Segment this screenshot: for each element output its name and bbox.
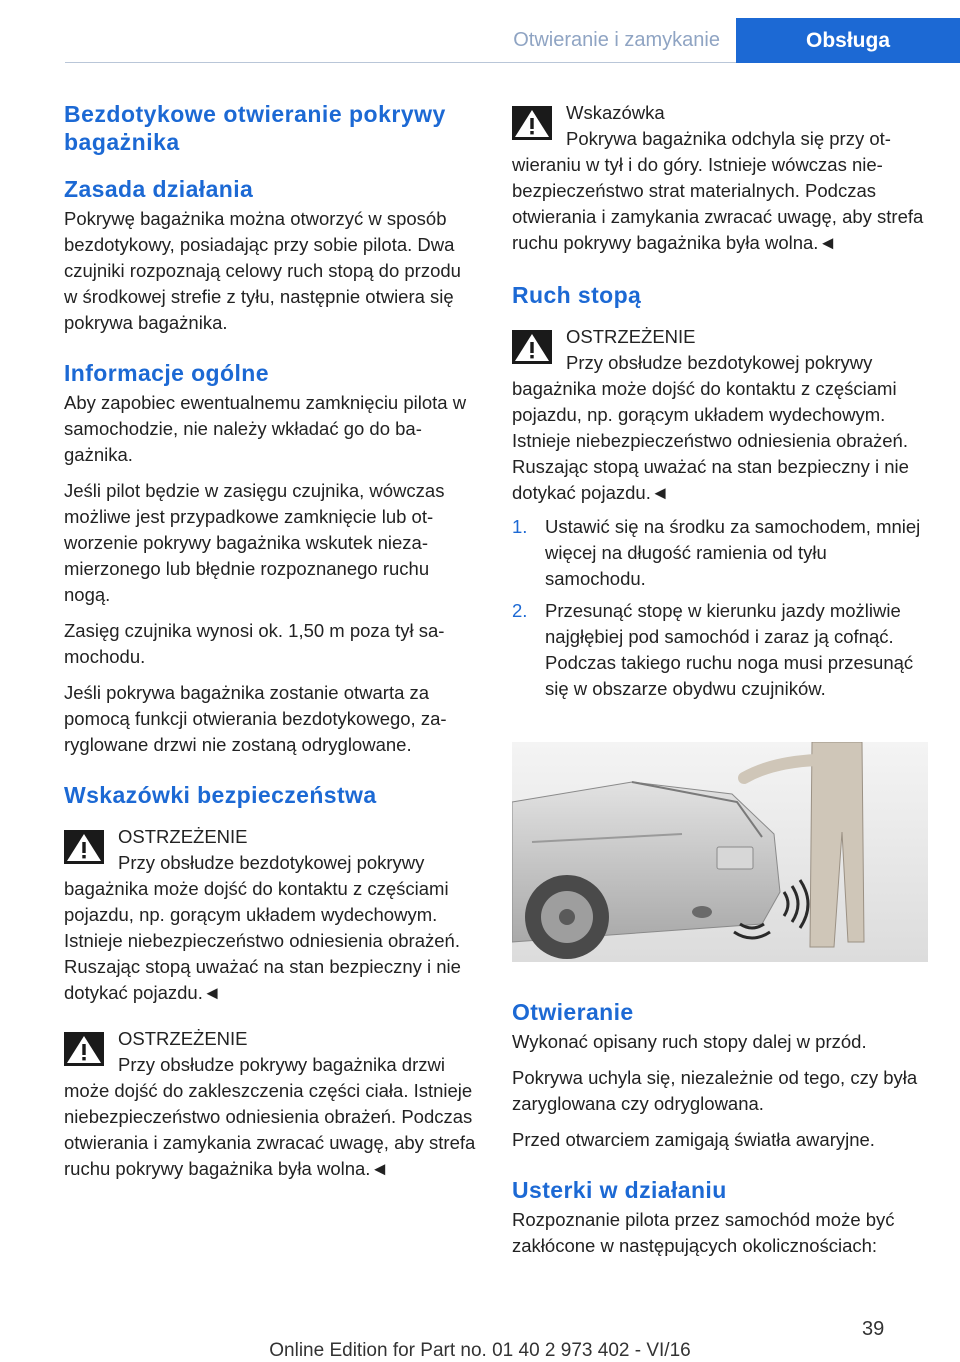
warning-box: [64, 1026, 478, 1182]
warning-triangle-icon: [512, 330, 552, 364]
warning-text: Przy obsłudze bezdotykowej pokrywy bagażnika może dojść do kontaktu z częściami pojazdu, np. gorącym układem wydechowym. Istnieje niebezpieczeństwo odniesienia obrażeń. Ruszając stopą uważać na stan bezpieczny i nie dotykać pojazdu.◄: [512, 352, 909, 503]
warning-box: [512, 324, 930, 506]
section-heading: Otwieranie: [512, 999, 634, 1025]
warning-title: OSTRZEŻENIE: [118, 1028, 248, 1049]
list-item: [512, 514, 930, 592]
page-title: Bezdotykowe otwieranie pokrywy bagażnika: [64, 101, 446, 155]
section-foot-motion: [512, 280, 930, 997]
section-general: [64, 358, 478, 758]
header-tab: Obsługa: [736, 18, 960, 63]
left-column: [64, 100, 478, 1202]
paragraph: Przed otwarciem zamigają światła awaryjne.: [512, 1129, 875, 1150]
list-item: [512, 598, 930, 702]
note-title: Wskazówka: [566, 102, 665, 123]
page-number: 39: [862, 1318, 885, 1340]
steps-list: [512, 514, 930, 702]
section-faults: [512, 1175, 930, 1259]
warning-title: OSTRZEŻENIE: [118, 826, 248, 847]
warning-text: Przy obsłudze pokrywy bagażnika drzwi może dojść do zakleszczenia części ciała. Istnieje niebezpieczeństwo odniesienia obrażeń. Podczas otwierania i zamykania zwracać uwagę, aby strefa ruchu pokrywy bagażnika była wolna.◄: [64, 1054, 476, 1179]
section-opening: [512, 997, 930, 1153]
right-column: [512, 100, 930, 1281]
section-heading: Ruch stopą: [512, 282, 642, 308]
paragraph: Aby zapobiec ewentualnemu zamknięciu pilota w samochodzie, nie należy wkładać go do bagażnika.: [64, 392, 467, 465]
paragraph: Wykonać opisany ruch stopy dalej w przód.: [512, 1031, 867, 1052]
paragraph: Pokrywa uchyla się, niezależnie od tego, czy była zaryglowana czy odryglowana.: [512, 1067, 918, 1114]
section-safety: [64, 780, 478, 1182]
section-heading: Informacje ogólne: [64, 360, 269, 386]
warning-triangle-icon: [512, 106, 552, 140]
paragraph: Pokrywę bagażnika można otworzyć w sposób bezdotykowy, posiadając przy sobie pilota. Dwa czujniki rozpoznają celowy ruch stopą do przodu w środkowej strefie z tyłu, następnie otwiera się pokrywa bagażnika.: [64, 208, 461, 333]
paragraph: Rozpoznanie pilota przez samochód może być zakłócone w następujących okolicznościach:: [512, 1209, 895, 1256]
step-text: Przesunąć stopę w kierunku jazdy możliwie najgłębiej pod samochód i zaraz ją cofnąć. Podczas takiego ruchu noga musi przesunąć się w obszarze obydwu czujników.: [545, 600, 914, 699]
warning-triangle-icon: [64, 1032, 104, 1066]
paragraph: Jeśli pokrywa bagażnika zostanie otwarta za pomocą funkcji otwierania bezdotykowego, zaryglowane drzwi nie zostaną odryglowane.: [64, 682, 447, 755]
header-section-title: Otwieranie i zamykanie: [513, 29, 720, 51]
warning-triangle-icon: [64, 830, 104, 864]
step-number: 1.: [512, 516, 528, 537]
warning-text: Przy obsłudze bezdotykowej pokrywy bagażnika może dojść do kontaktu z częściami pojazdu, np. gorącym układem wydechowym. Istnieje niebezpieczeństwo odniesienia obrażeń. Ruszając stopą uważać na stan bezpieczny i nie dotykać pojazdu.◄: [64, 852, 461, 1003]
warning-title: OSTRZEŻENIE: [566, 326, 696, 347]
section-principle: [64, 174, 478, 336]
warning-box: [64, 824, 478, 1006]
paragraph: Jeśli pilot będzie w zasięgu czujnika, wówczas możliwe jest przypadkowe zamknięcie lub otworzenie pokrywy bagażnika wskutek niezamierzonego lub błędnie rozpoznanego ruchu nogą.: [64, 480, 445, 605]
section-heading: Zasada działania: [64, 176, 254, 202]
illustration-foot-gesture: [512, 742, 928, 962]
step-number: 2.: [512, 600, 528, 621]
footer-edition: Online Edition for Part no. 01 40 2 973 402 - VI/16: [269, 1340, 691, 1361]
section-heading: Usterki w działaniu: [512, 1177, 727, 1203]
step-text: Ustawić się na środku za samochodem, mniej więcej na długość ramienia od tyłu samochodu.: [545, 516, 921, 589]
paragraph: Zasięg czujnika wynosi ok. 1,50 m poza tył samochodu.: [64, 620, 445, 667]
note-box: [512, 100, 930, 256]
section-heading: Wskazówki bezpieczeństwa: [64, 782, 377, 808]
note-text: Pokrywa bagażnika odchyla się przy otwieraniu w tył i do góry. Istnieje wówczas niebezpieczeństwo strat materialnych. Podczas otwierania i zamykania zwracać uwagę, aby strefa ruchu pokrywy bagażnika była wolna.◄: [512, 128, 924, 253]
